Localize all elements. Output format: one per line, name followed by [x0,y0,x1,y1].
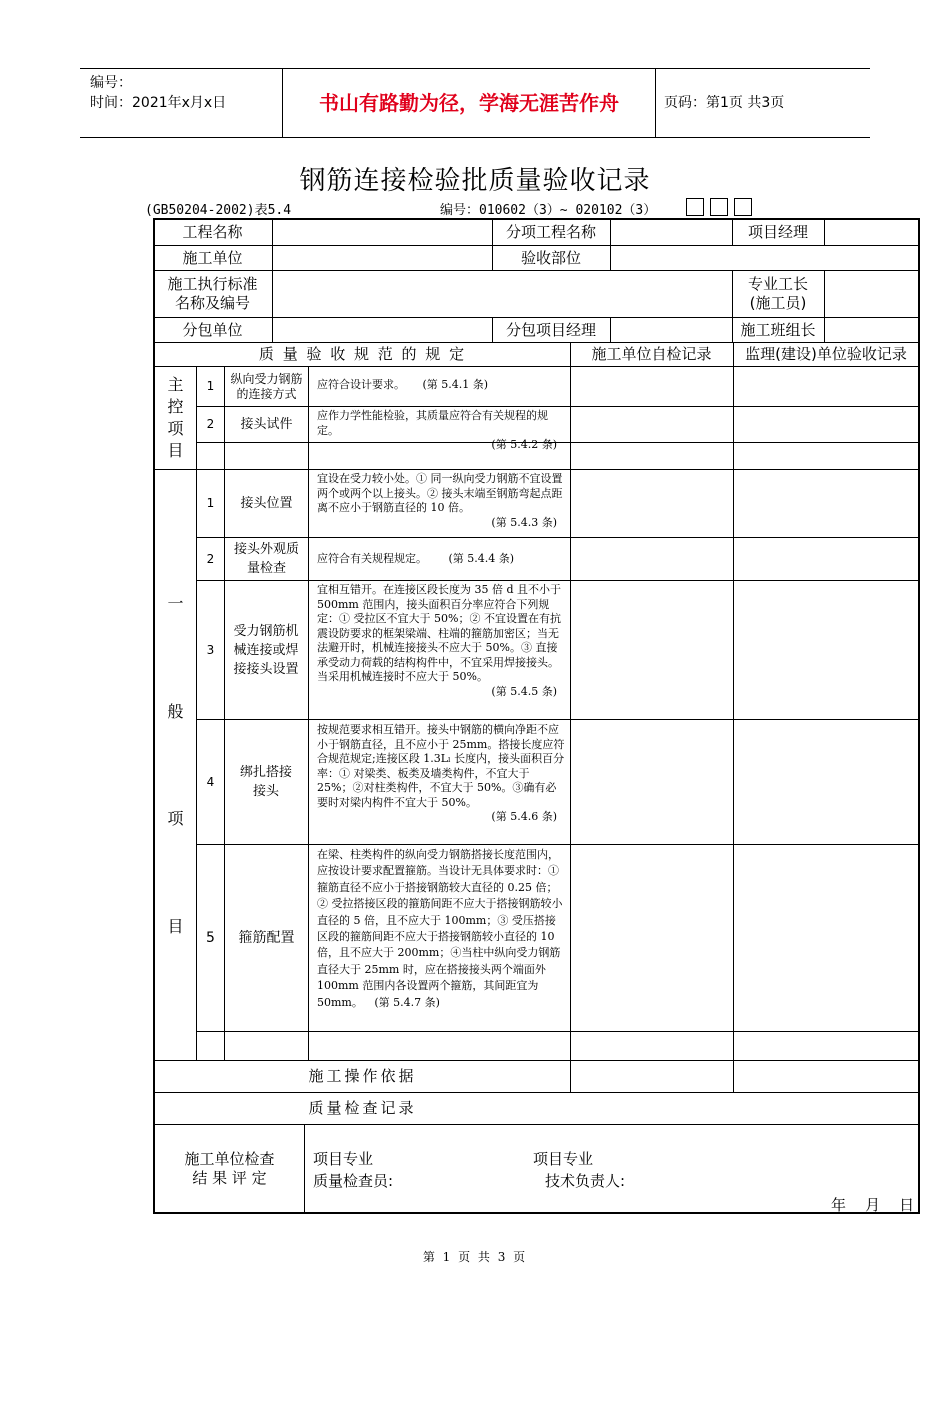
field-sub-manager[interactable] [611,317,732,343]
general-row-2-spec [317,552,567,567]
field-acceptance-part[interactable] [611,245,919,271]
main-row-2-spec [317,409,565,453]
header-meta [80,69,282,137]
field-construction-unit[interactable] [273,245,492,271]
main-label-char-1: 主 [167,375,184,394]
tech-lead-line2: 技术负责人: [545,1172,626,1190]
general-row-5-spec [317,847,565,1011]
field-project-name[interactable] [273,218,492,246]
general-row-1-ref: (第 5.4.3 条) [491,515,557,529]
label-foreman [732,271,824,317]
main-row-2-ref: (第 5.4.2 条) [491,438,557,451]
inspection-table [153,218,920,1414]
label-project-manager: 项目经理 [747,222,808,241]
main-row-2-no: 2 [206,416,215,431]
main-label-char-4: 目 [167,441,184,460]
general-label-char-3: 项 [167,809,184,829]
general-row-2-name: 接头外观质量检查 [233,542,299,576]
inspector-signature[interactable] [313,1148,393,1192]
general-row-3-spec [317,583,565,699]
label-sub-manager: 分包项目经理 [505,320,596,339]
label-acceptance-part: 验收部位 [520,248,581,267]
field-team-leader[interactable] [825,317,919,343]
general-row-3-ref: (第 5.4.5 条) [491,684,557,698]
general-label-char-1: 一 [167,594,184,614]
general-row-2-ref: (第 5.4.4 条) [448,552,515,565]
general-row-2-no: 2 [206,551,215,566]
inspector-line2: 质量检查员: [313,1172,394,1190]
label-exec-standard [153,271,272,317]
field-foreman[interactable] [825,271,919,317]
general-row-4-ref: (第 5.4.6 条) [491,810,557,823]
page-header [80,68,870,138]
exec-standard-line1: 施工执行标准 [167,275,258,293]
document-code: 编号：010602（3）~ 020102（3） [440,203,657,218]
general-label-char-2: 般 [167,701,184,721]
label-project-name: 工程名称 [182,222,243,241]
label-team-leader: 施工班组长 [740,320,816,339]
main-label-char-3: 项 [167,419,184,438]
foreman-line1: 专业工长 [747,275,808,293]
main-row-1-no: 1 [206,379,215,393]
date-field[interactable]: 年 月 日 [831,1196,915,1214]
general-row-4-spec-text: 按规范要求相互错开。接头中钢筋的横向净距不应小于钢筋直径，且不应小于 25mm。搭接长度应符合规范规定;连接区段 1.3Lₗ 长度内，接头面积百分率：① 对梁类、板类及墙类构件，不宜大于 25%；②对柱类构件，不宜大于 50%。③确有必要时对梁内构件不宜大于 50%。 [317,723,565,809]
general-row-1-no: 1 [206,496,215,510]
operation-basis-label: 施工操作依据 [308,1067,417,1085]
general-row-1-spec-text: 宜设在受力较小处。① 同一纵向受力钢筋不宜设置两个或两个以上接头。② 接头末端至钢筋弯起点距离不应小于钢筋直径的 10 倍。 [317,472,563,514]
main-row-2-spec-text: 应作力学性能检验，其质量应符合有关规程的规定。 [317,409,548,437]
general-row-4-no: 4 [206,774,215,789]
code-box-3[interactable] [734,198,752,216]
label-sub-project-name: 分项工程名称 [505,222,596,241]
general-row-5-no: 5 [206,929,215,946]
evaluation-label [155,1125,304,1213]
general-row-3-name: 受力钢筋机械连接或焊接接头设置 [233,623,299,677]
main-row-1-spec-text: 应符合设计要求。 [317,378,405,391]
general-row-4-spec [317,723,565,825]
main-row-2-name: 接头试件 [240,416,293,432]
general-row-5-spec-text: 在梁、柱类构件的纵向受力钢筋搭接长度范围内，应按设计要求配置箍筋。当设计无具体要求时：① 箍筋直径不应小于搭接钢筋较大直径的 0.25 倍；② 受拉搭接区段的箍筋间距不应大于搭接钢筋较小直径的 5 倍，且不应大于 100mm；③ 受压搭接区段的箍筋间距不应大于搭接钢筋较小直径的 10 倍，且不应大于 200mm；④当柱中纵向受力钢筋直径大于 25mm 时，应在搭接接头两个端面外 100mm 范围内各设置两个箍筋，其间距宜为 50mm。 [317,848,563,1009]
inspector-line1: 项目专业 [313,1150,374,1168]
page-indicator: 页码：第1页 共3页 [664,95,785,111]
tech-lead-line1: 项目专业 [533,1150,594,1168]
col-self-check-header: 施工单位自检记录 [591,344,712,363]
general-label-char-4: 目 [167,916,184,936]
general-row-3-spec-text: 宜相互错开。在连接区段长度为 35 倍 d 且不小于 500mm 范围内，接头面积百分率应符合下列规定：① 受拉区不宜大于 50%；② 不宜设置在有抗震设防要求的框架梁端、柱端的箍筋加密区；当无法避开时，机械连接接头不应大于 50%。③ 直接承受动力荷载的结构构件中，不宜采用焊接接头。当采用机械连接时不应大于 50%。 [317,583,562,683]
evaluation-line2: 结 果 评 定 [192,1169,267,1187]
general-items-label [155,470,196,1060]
standard-ref: (GB50204-2002)表5.4 [145,203,292,218]
document-title: 钢筋连接检验批质量验收记录 [299,166,651,196]
main-control-label [155,367,196,469]
code-box-1[interactable] [686,198,704,216]
field-project-manager[interactable] [825,218,919,246]
evaluation-line1: 施工单位检查 [184,1150,275,1168]
general-row-4-name: 绑扎搭接接头 [239,765,292,799]
general-row-2-spec-text: 应符合有关规程规定。 [317,552,427,565]
col-supervision-header: 监理(建设)单位验收记录 [745,344,907,363]
code-box-2[interactable] [710,198,728,216]
field-subcontractor[interactable] [273,317,492,343]
number-label: 编号： [90,75,132,91]
time-text: 时间：2021年x月x日 [90,95,227,111]
main-row-1-name: 纵向受力钢筋的连接方式 [230,371,303,401]
page-footer: 第 1 页 共 3 页 [422,1250,528,1264]
col-spec-header: 质 量 验 收 规 范 的 规 定 [258,344,467,363]
label-subcontractor: 分包单位 [182,320,243,339]
foreman-line2: (施工员) [749,294,807,312]
general-row-3-no: 3 [206,642,215,657]
general-row-5-ref: (第 5.4.7 条) [374,995,440,1009]
field-exec-standard[interactable] [273,271,732,317]
general-row-1-name: 接头位置 [240,496,293,511]
general-row-5-name: 箍筋配置 [238,929,295,946]
main-row-1-ref: (第 5.4.1 条) [422,378,489,391]
main-row-1-spec [317,378,567,393]
tech-lead-signature[interactable] [533,1148,625,1192]
exec-standard-line2: 名称及编号 [174,294,250,312]
quality-inspection-label: 质量检查记录 [308,1099,417,1117]
general-row-1-spec [317,472,565,530]
label-construction-unit: 施工单位 [182,248,243,267]
main-label-char-2: 控 [167,397,184,416]
field-sub-project-name[interactable] [611,218,732,246]
slogan: 书山有路勤为径，学海无涯苦作舟 [282,69,656,137]
